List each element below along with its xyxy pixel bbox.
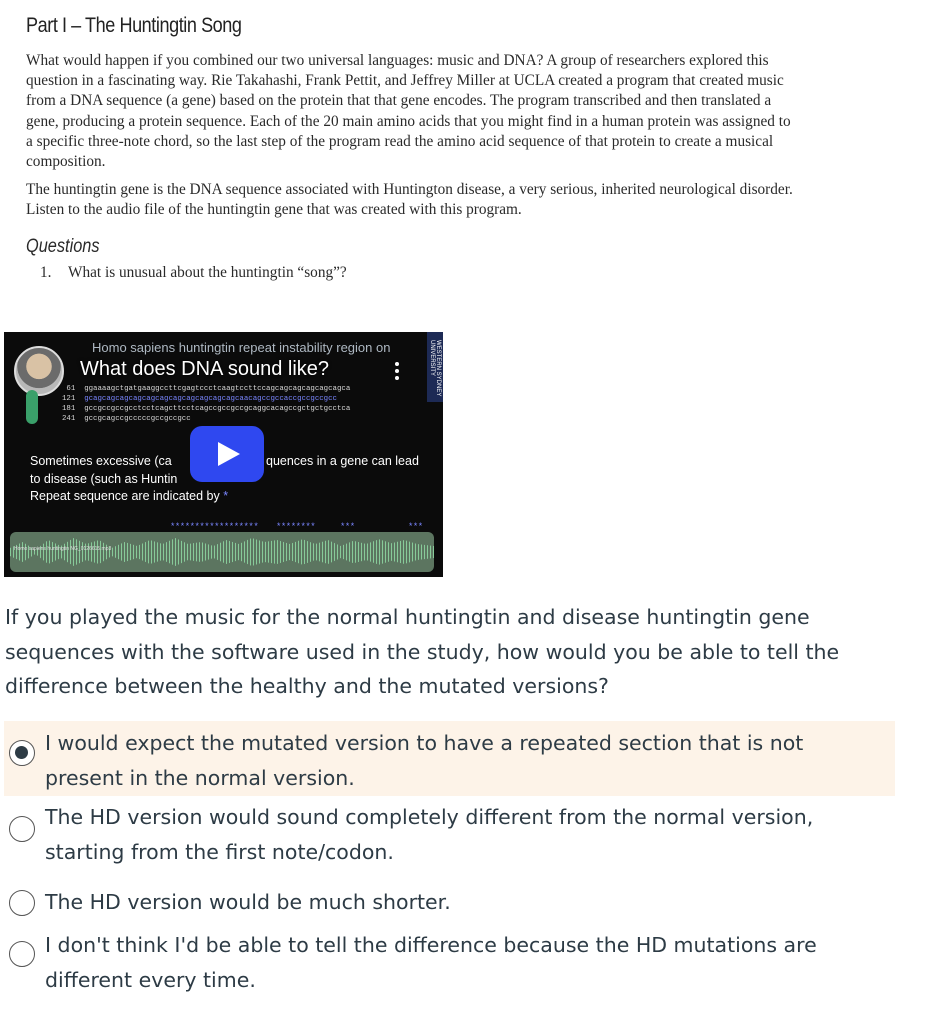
university-logo-strip xyxy=(427,332,443,402)
slide-title: Homo sapiens huntingtin repeat instability region on xyxy=(92,340,391,355)
caption-line-1a: Sometimes excessive (ca xyxy=(30,454,172,468)
dna-sequence-row xyxy=(62,384,350,394)
caption-line-1b: quences in a gene can lead xyxy=(266,454,419,468)
answer-option-4[interactable] xyxy=(4,928,895,996)
dna-sequence-block xyxy=(62,384,350,424)
answer-option-1-label[interactable]: I would expect the mutated version to have a repeated section that is not present in the normal version. xyxy=(45,731,804,790)
audio-file-name: Homo sapiens huntingtin NG_0126615.mp3 xyxy=(14,546,112,552)
question-1-number: 1. xyxy=(40,264,52,281)
dna-row-sequence: ggaaaagctgatgaaggccttcgagtccctcaagtccttccagcagcagcagcagcagca xyxy=(84,385,351,393)
repeat-markers-2: ******** xyxy=(276,522,316,532)
dna-sequence-row xyxy=(62,414,350,424)
dna-row-number: 241 xyxy=(62,415,85,423)
repeat-markers-3: *** xyxy=(340,522,355,532)
dna-row-sequence: gccgcagccgcccccgccgccgcc xyxy=(84,415,191,423)
answer-option-1[interactable] xyxy=(4,721,895,796)
channel-avatar[interactable] xyxy=(14,346,64,396)
youtube-video-embed[interactable] xyxy=(4,332,443,577)
caption-line-3-text: Repeat sequence are indicated by xyxy=(30,489,220,503)
waveform-peaks xyxy=(10,532,434,572)
huntingtin-paragraph: The huntingtin gene is the DNA sequence associated with Huntington disease, a very serious, inherited neurological disorder. Listen to the audio file of the huntingtin gene that was created with this program. xyxy=(26,181,793,219)
repeat-markers-1: ****************** xyxy=(170,522,259,532)
question-1-text: What is unusual about the huntingtin “song”? xyxy=(68,264,347,281)
answer-option-2[interactable] xyxy=(4,797,895,872)
dna-row-number: 61 xyxy=(62,385,85,393)
caption-star: * xyxy=(223,489,229,503)
repeat-markers-4: *** xyxy=(408,522,423,532)
answer-option-3[interactable] xyxy=(4,884,895,922)
dna-row-sequence: gcagcagcagcagcagcagcagcagcagcagcagcaacagccgccaccgccgccgcc xyxy=(84,395,337,403)
dna-row-number: 181 xyxy=(62,405,85,413)
caption-line-2: to disease (such as Huntin xyxy=(30,472,178,486)
question-1 xyxy=(40,264,347,282)
questions-heading: Questions xyxy=(26,236,100,257)
play-button[interactable] xyxy=(190,426,264,482)
slide-decoration xyxy=(26,390,38,424)
audio-waveform[interactable] xyxy=(10,532,434,572)
answer-option-2-label[interactable]: The HD version would sound completely different from the normal version, starting from the first note/codon. xyxy=(45,805,814,864)
caption-line-3 xyxy=(30,488,228,506)
part-title: Part I – The Huntingtin Song xyxy=(26,14,242,37)
dna-sequence-row xyxy=(62,394,350,404)
dna-sequence-row xyxy=(62,404,350,414)
question-prompt: If you played the music for the normal huntingtin and disease huntingtin gene sequences with the software used in the study, how would you be able to tell the difference between the healthy and the mutated versions? xyxy=(5,605,840,698)
video-title-link[interactable]: What does DNA sound like? xyxy=(80,358,330,380)
answer-option-4-label[interactable]: I don't think I'd be able to tell the difference because the HD mutations are different every time. xyxy=(45,933,817,992)
dna-row-number: 121 xyxy=(62,395,85,403)
radio-option-3[interactable] xyxy=(9,890,35,916)
answer-option-3-label[interactable]: The HD version would be much shorter. xyxy=(45,890,451,914)
radio-option-1[interactable] xyxy=(9,740,35,766)
dna-row-sequence: gccgccgccgcctcctcagcttcctcagccgccgccgcaggcacagccgctgctgcctca xyxy=(84,405,351,413)
intro-paragraph: What would happen if you combined our two universal languages: music and DNA? A group of researchers explored this question in a fascinating way. Rie Takahashi, Frank Pettit, and Jeffrey Miller at UCLA created a program that created music from a DNA sequence (a gene) based on the protein that that gene encodes. The program transcribed and then translated a gene, producing a protein sequence. Each of the 20 main amino acids that you might find in a human protein was assigned to a specific three-note chord, so the last step of the program read the amino acid sequence of that protein to create a musical composition. xyxy=(26,52,791,171)
more-options-icon[interactable] xyxy=(394,362,400,383)
university-logo-text: WESTERN SYDNEY UNIVERSITY xyxy=(429,340,441,397)
radio-option-4[interactable] xyxy=(9,941,35,967)
radio-option-2[interactable] xyxy=(9,816,35,842)
